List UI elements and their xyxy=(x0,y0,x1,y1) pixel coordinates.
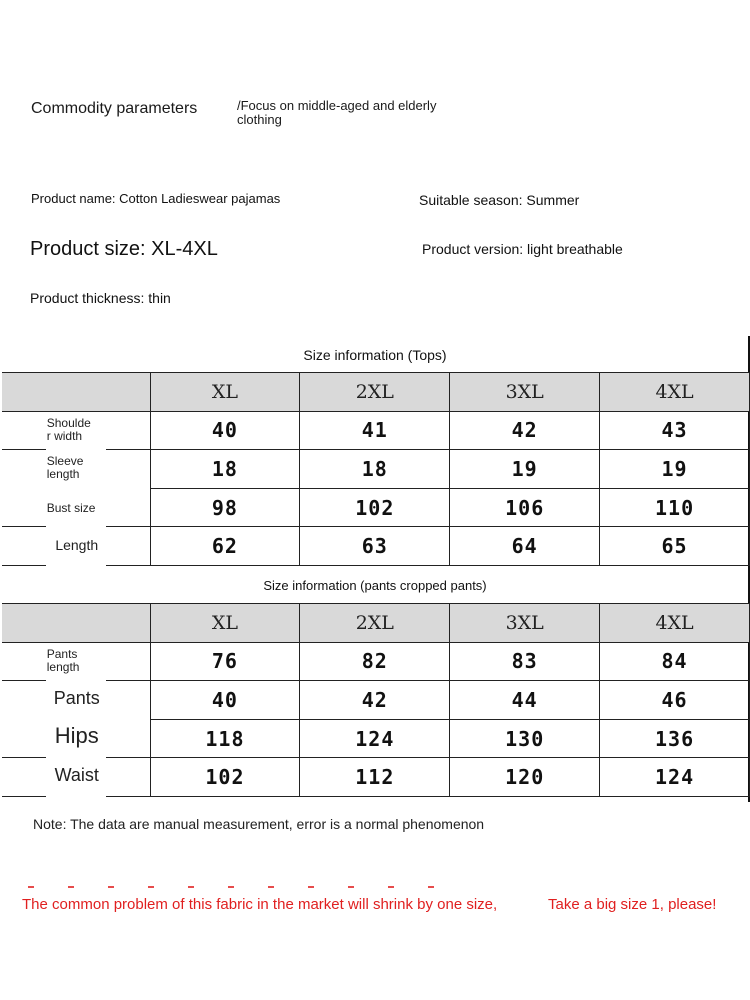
value-cell: 40 xyxy=(150,681,300,720)
value-cell: 42 xyxy=(300,681,450,720)
value-cell: 136 xyxy=(600,719,750,758)
value-cell: 18 xyxy=(300,450,450,489)
value-cell: 19 xyxy=(600,450,750,489)
tops-header-row xyxy=(2,373,750,412)
commodity-parameters-title: Commodity parameters xyxy=(31,100,198,117)
value-cell: 64 xyxy=(450,527,600,566)
row-label-cell xyxy=(2,758,150,797)
tops-col-xl: XL xyxy=(150,373,300,412)
tops-header-corner xyxy=(2,373,150,412)
row-label-cell xyxy=(2,719,150,758)
value-cell: 84 xyxy=(600,642,750,681)
row-label-cell xyxy=(2,681,150,720)
pants-col-3xl: 3XL xyxy=(450,604,600,643)
table-row xyxy=(2,719,750,758)
table-row xyxy=(2,642,750,681)
measurement-note: Note: The data are manual measurement, error is a normal phenomenon xyxy=(33,816,485,832)
row-label-pants-length: Pants length xyxy=(46,646,80,674)
pants-header-row xyxy=(2,604,750,643)
value-cell: 102 xyxy=(150,758,300,797)
row-label-cell xyxy=(2,642,150,681)
row-label-shoulder-width: Shoulde r width xyxy=(46,415,91,443)
row-label-cell xyxy=(2,488,150,527)
value-cell: 120 xyxy=(450,758,600,797)
value-cell: 65 xyxy=(600,527,750,566)
pants-table-caption: Size information (pants cropped pants) xyxy=(263,578,487,593)
value-cell: 44 xyxy=(450,681,600,720)
row-label-pants: Pants xyxy=(53,687,100,708)
tops-col-3xl: 3XL xyxy=(450,373,600,412)
row-label-hips: Hips xyxy=(54,723,99,749)
pants-col-4xl: 4XL xyxy=(600,604,750,643)
value-cell: 106 xyxy=(450,488,600,527)
row-label-cell xyxy=(2,450,150,489)
row-label-length: Length xyxy=(55,537,99,554)
pants-header-corner xyxy=(2,604,150,643)
pants-col-xl: XL xyxy=(150,604,300,643)
value-cell: 63 xyxy=(300,527,450,566)
value-cell: 18 xyxy=(150,450,300,489)
value-cell: 40 xyxy=(150,411,300,450)
value-cell: 102 xyxy=(300,488,450,527)
value-cell: 76 xyxy=(150,642,300,681)
value-cell: 42 xyxy=(450,411,600,450)
pants-col-2xl: 2XL xyxy=(300,604,450,643)
row-label-sleeve-length: Sleeve length xyxy=(46,453,84,481)
table-row xyxy=(2,488,750,527)
size-up-advice-text: Take a big size 1, please! xyxy=(548,896,717,913)
value-cell: 43 xyxy=(600,411,750,450)
value-cell: 46 xyxy=(600,681,750,720)
row-label-cell xyxy=(2,411,150,450)
value-cell: 83 xyxy=(450,642,600,681)
product-thickness: Product thickness: thin xyxy=(30,290,171,306)
value-cell: 82 xyxy=(300,642,450,681)
value-cell: 112 xyxy=(300,758,450,797)
value-cell: 124 xyxy=(300,719,450,758)
tops-col-4xl: 4XL xyxy=(600,373,750,412)
tops-table-caption: Size information (Tops) xyxy=(303,347,447,363)
commodity-parameters-subtitle: /Focus on middle-aged and elderly clothing xyxy=(237,98,437,127)
value-cell: 124 xyxy=(600,758,750,797)
table-row xyxy=(2,411,750,450)
warning-dash-decoration xyxy=(28,886,448,888)
value-cell: 118 xyxy=(150,719,300,758)
value-cell: 19 xyxy=(450,450,600,489)
value-cell: 62 xyxy=(150,527,300,566)
table-row xyxy=(2,450,750,489)
shrink-warning-text: The common problem of this fabric in the market will shrink by one size, xyxy=(22,896,498,913)
value-cell: 110 xyxy=(600,488,750,527)
value-cell: 130 xyxy=(450,719,600,758)
tops-size-table xyxy=(2,372,750,566)
table-row xyxy=(2,758,750,797)
row-label-waist: Waist xyxy=(54,765,99,786)
table-row xyxy=(2,681,750,720)
row-label-cell xyxy=(2,527,150,566)
product-season: Suitable season: Summer xyxy=(419,192,580,208)
product-size: Product size: XL-4XL xyxy=(30,238,218,260)
product-name: Product name: Cotton Ladieswear pajamas xyxy=(31,191,281,206)
pants-size-table xyxy=(2,603,750,797)
row-label-bust-size: Bust size xyxy=(46,500,96,515)
table-row xyxy=(2,527,750,566)
tops-col-2xl: 2XL xyxy=(300,373,450,412)
product-version: Product version: light breathable xyxy=(422,241,623,257)
value-cell: 98 xyxy=(150,488,300,527)
value-cell: 41 xyxy=(300,411,450,450)
